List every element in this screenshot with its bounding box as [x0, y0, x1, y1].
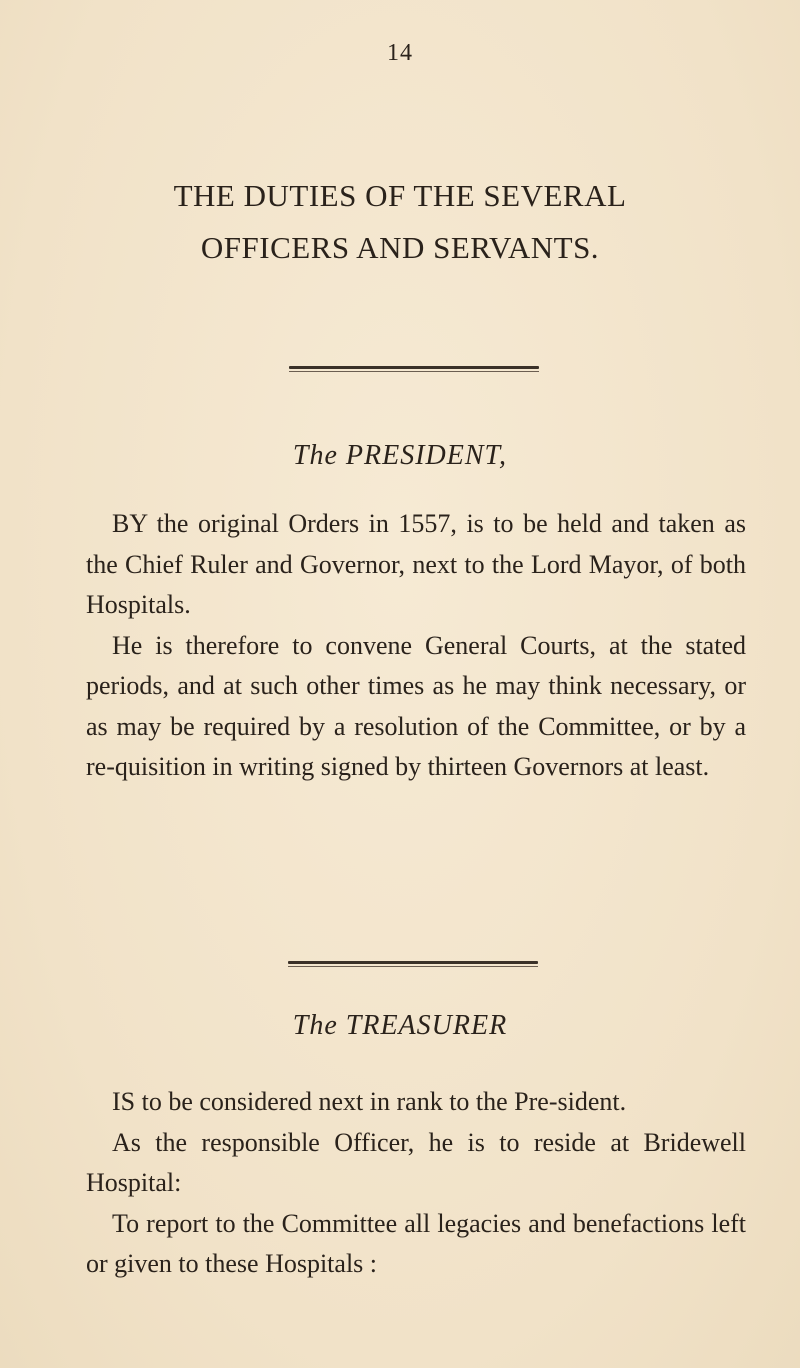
section-body-treasurer — [86, 1082, 746, 1285]
paragraph: He is therefore to convene General Courts, at the stated periods, and at such other times as he may think necessary, or as may be required by a resolution of the Committee, or by a re-quisition in writing signed by thirteen Governors at least. — [86, 630, 746, 781]
page-heading-line-1: THE DUTIES OF THE SEVERAL — [173, 178, 627, 213]
paragraph: To report to the Committee all legacies and benefactions left or given to these Hospitals : — [86, 1208, 746, 1278]
paragraph: BY the original Orders in 1557, is to be held and taken as the Chief Ruler and Governor, next to the Lord Mayor, of both Hospitals. — [86, 509, 746, 619]
paragraph: IS to be considered next in rank to the Pre-sident. — [112, 1087, 627, 1116]
section-title-treasurer — [0, 1010, 800, 1042]
section-title-prefix: The — [292, 1010, 338, 1041]
section-title-main: PRESIDENT, — [345, 440, 508, 471]
page-heading-line-2: OFFICERS AND SERVANTS. — [200, 230, 600, 265]
section-title-prefix: The — [292, 440, 338, 471]
page-number: 14 — [387, 40, 413, 66]
section-divider-rule — [289, 366, 539, 369]
section-title-main: TREASURER — [345, 1010, 508, 1041]
section-body-president — [86, 504, 746, 788]
paragraph: As the responsible Officer, he is to reside at Bridewell Hospital: — [86, 1127, 746, 1197]
section-divider-rule — [288, 961, 538, 964]
section-title-president — [0, 440, 800, 472]
